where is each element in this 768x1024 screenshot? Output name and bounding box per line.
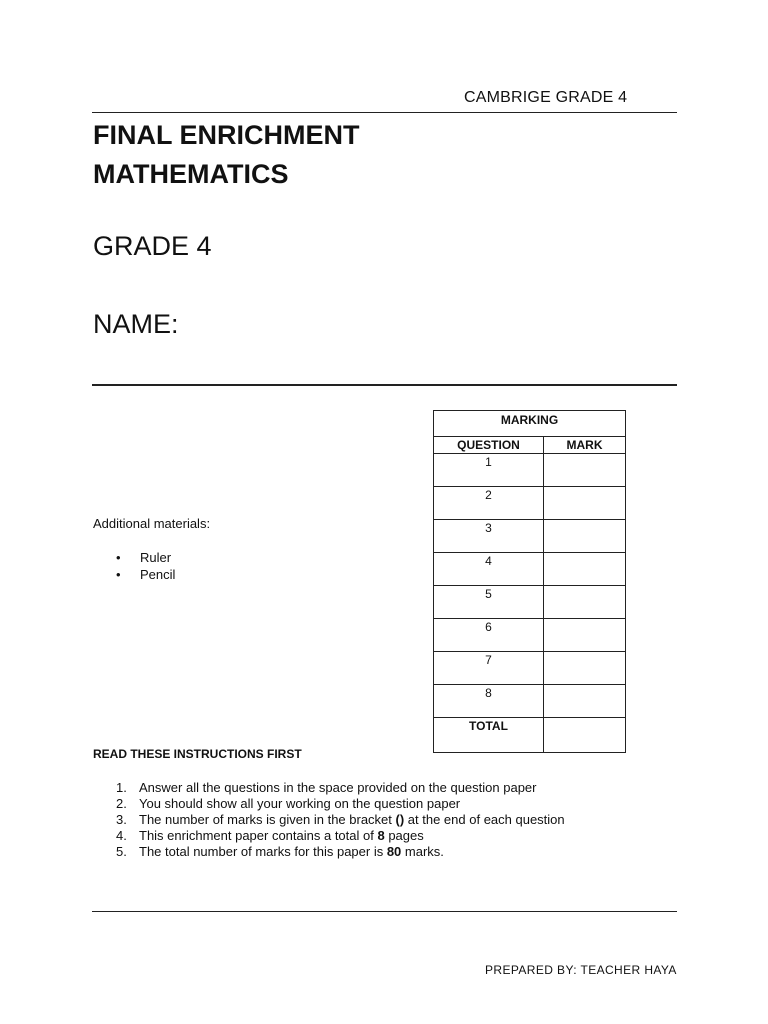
instruction-text: The number of marks is given in the bracket: [139, 812, 396, 827]
table-row: [434, 586, 625, 619]
list-item: [116, 828, 565, 844]
mark-cell[interactable]: [544, 520, 625, 552]
materials-heading: Additional materials:: [93, 516, 211, 531]
item-number: 5.: [116, 844, 127, 859]
instruction-text-end: marks.: [401, 844, 444, 859]
instruction-text: The total number of marks for this paper is: [139, 844, 387, 859]
bullet-icon: •: [116, 550, 121, 565]
instruction-emphasis: 80: [386, 844, 402, 859]
bullet-icon: •: [116, 567, 121, 582]
list-item: [116, 566, 175, 583]
mark-cell[interactable]: [544, 652, 625, 684]
instruction-text: You should show all your working on the question paper: [139, 796, 461, 811]
question-number: 1: [434, 454, 544, 486]
total-label: TOTAL: [434, 718, 544, 752]
total-mark-cell[interactable]: [544, 718, 625, 752]
table-row: [434, 619, 625, 652]
instruction-emphasis: (): [395, 812, 405, 827]
instruction-text-end: pages: [384, 828, 424, 843]
question-number: 2: [434, 487, 544, 519]
list-item: [116, 780, 565, 796]
question-number: 4: [434, 553, 544, 585]
mark-cell[interactable]: [544, 619, 625, 651]
name-label: NAME:: [93, 309, 179, 339]
top-divider: [92, 112, 677, 113]
bottom-divider: [92, 911, 677, 912]
footer-credit: PREPARED BY: TEACHER HAYA: [485, 963, 677, 977]
mark-cell[interactable]: [544, 586, 625, 618]
title-line-1: FINAL ENRICHMENT: [93, 120, 360, 150]
material-label: Ruler: [140, 550, 172, 565]
instruction-emphasis: 8: [377, 828, 385, 843]
total-row: [434, 718, 625, 752]
materials-list: [116, 549, 175, 583]
list-item: [116, 844, 565, 860]
table-row: [434, 454, 625, 487]
school-header: CAMBRIGE GRADE 4: [464, 89, 628, 106]
question-number: 8: [434, 685, 544, 717]
table-row: [434, 652, 625, 685]
mark-cell[interactable]: [544, 454, 625, 486]
instruction-text: This enrichment paper contains a total of: [139, 828, 378, 843]
grade-label: GRADE 4: [93, 231, 212, 261]
list-item: [116, 796, 565, 812]
instructions-heading: READ THESE INSTRUCTIONS FIRST: [93, 747, 302, 761]
document-title: [93, 116, 360, 194]
question-number: 7: [434, 652, 544, 684]
mark-cell[interactable]: [544, 553, 625, 585]
title-line-2: MATHEMATICS: [93, 159, 289, 189]
table-header-row: [434, 437, 625, 454]
list-item: [116, 812, 565, 828]
question-number: 5: [434, 586, 544, 618]
question-column-header: QUESTION: [434, 437, 544, 453]
marking-title: MARKING: [434, 411, 625, 437]
item-number: 2.: [116, 796, 127, 811]
table-row: [434, 685, 625, 718]
instructions-list: [116, 780, 565, 860]
name-line: [92, 384, 677, 386]
list-item: [116, 549, 175, 566]
question-number: 3: [434, 520, 544, 552]
item-number: 3.: [116, 812, 127, 827]
mark-column-header: MARK: [566, 438, 603, 452]
table-row: [434, 520, 625, 553]
instruction-text: Answer all the questions in the space provided on the question paper: [139, 780, 537, 795]
item-number: 1.: [116, 780, 127, 795]
item-number: 4.: [116, 828, 127, 843]
marking-table: [433, 410, 626, 753]
question-number: 6: [434, 619, 544, 651]
mark-cell[interactable]: [544, 685, 625, 717]
table-row: [434, 487, 625, 520]
table-row: [434, 553, 625, 586]
material-label: Pencil: [140, 567, 176, 582]
instruction-text-end: at the end of each question: [404, 812, 565, 827]
mark-cell[interactable]: [544, 487, 625, 519]
